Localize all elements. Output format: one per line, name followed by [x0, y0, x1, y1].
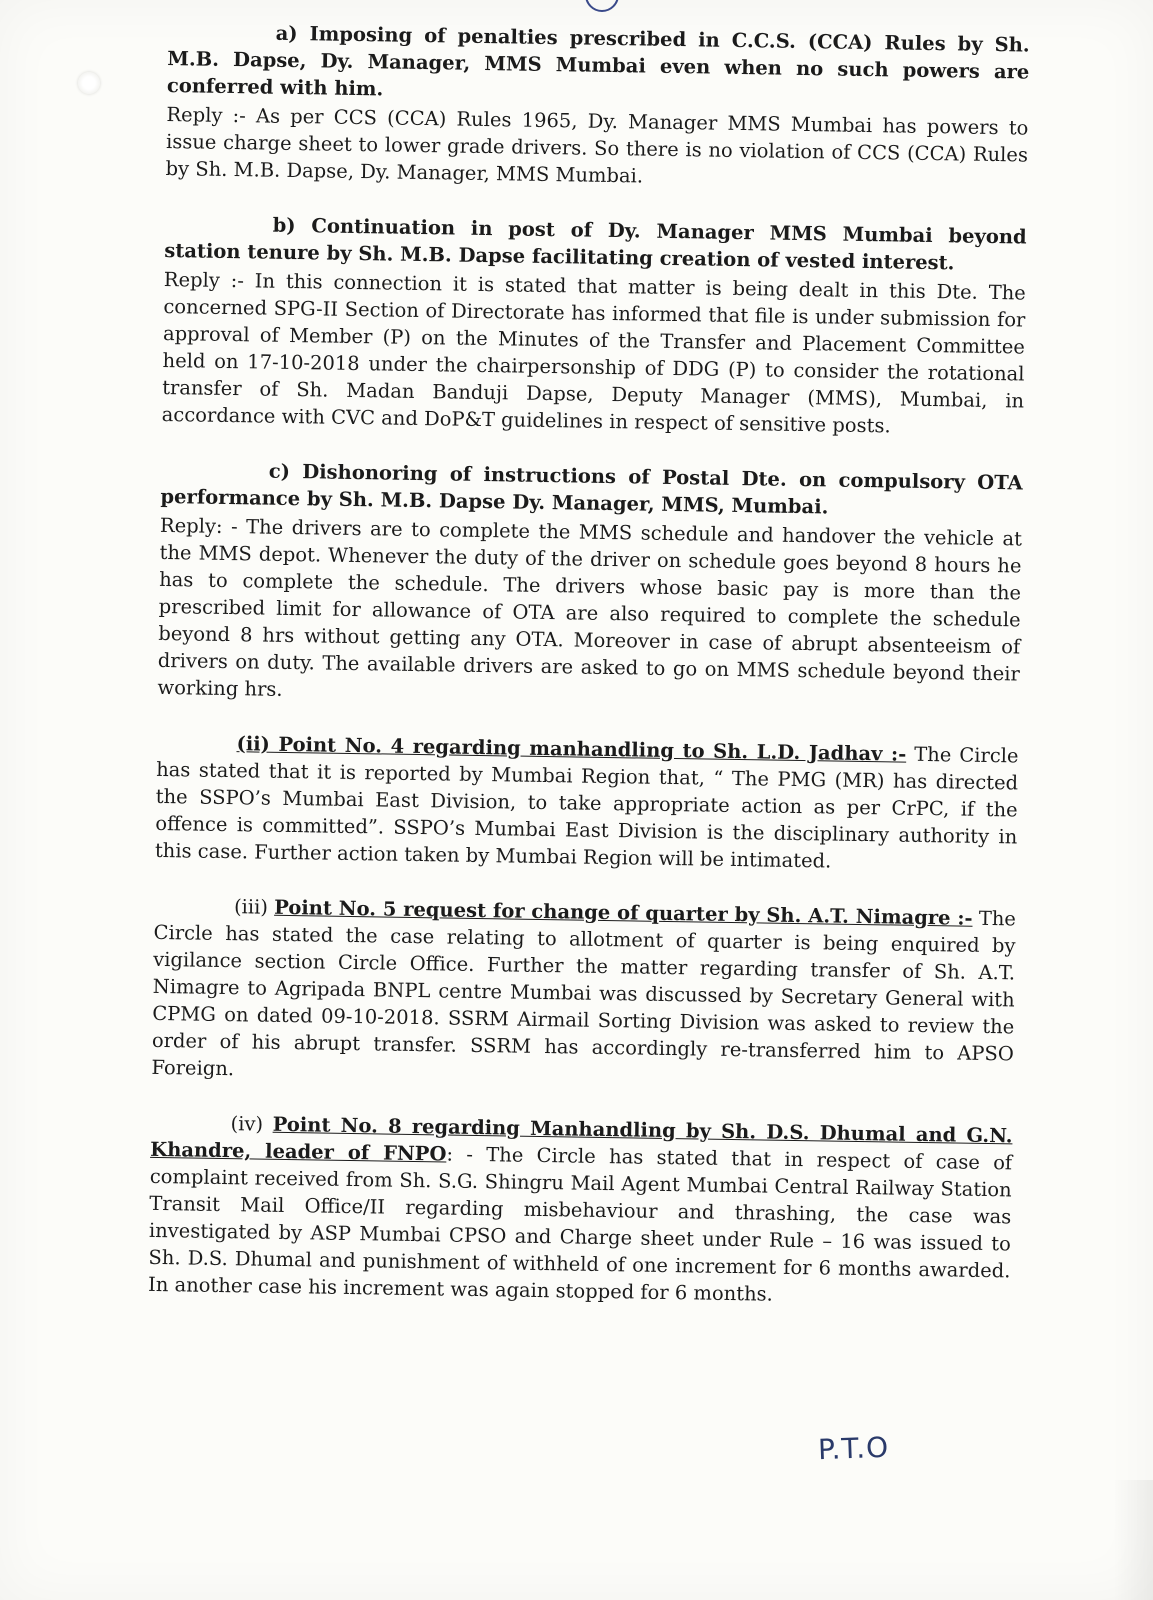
page-fold-shadow	[1113, 1480, 1153, 1600]
item-b-reply: Reply :- In this connection it is stated that matter is being dealt in this Dte. The concerned SPG-II Section of Directorate has informed that file is under submission for approval of Member (P) on the Minutes of the Transfer and Placement Committee held on 17-10-2018 under the chairpersonship of DDG (P) to consider the rotational transfer of Sh. Madan Banduji Dapse, Deputy Manager (MMS), Mumbai, in accordance with CVC and DoP&T guidelines in respect of sensitive posts.	[161, 267, 1026, 438]
point-iii	[151, 892, 1016, 1095]
item-c-heading: c) Dishonoring of instructions of Postal Dte. on compulsory OTA performance by Sh. M.B. Dapse Dy. Manager, MMS, Mumbai.	[160, 459, 1023, 519]
point-ii	[155, 729, 1019, 878]
item-c-reply: Reply: - The drivers are to complete the MMS schedule and handover the vehicle at the MMS depot. Whenever the duty of the driver on schedule goes beyond 8 hours he has to complete the schedule. The drivers whose basic pay is more than the prescribed limit for allowance of OTA are also required to complete the schedule beyond 8 hrs without getting any OTA. Moreover in case of abrupt absenteeism of drivers on duty. The available drivers are asked to go on MMS schedule beyond their working hrs.	[157, 513, 1023, 701]
punch-hole	[78, 72, 100, 94]
point-iv-text: : - The Circle has stated that in respect of case of complaint received from Sh. S.G. Shingru Mail Agent Mumbai Central Railway Station Transit Mail Office/II regarding misbehaviour and thrashing, the case was investigated by ASP Mumbai CPSO and Charge sheet under Rule – 16 was issued to Sh. D.S. Dhumal and punishment of withheld of one increment for 6 months awarded. In another case his increment was again stopped for 6 months.	[147, 1142, 1013, 1306]
point-ii-text: The Circle has stated that it is reported by Mumbai Region that, “ The PMG (MR) has directed the SSPO’s Mumbai East Division, to take appropriate action as per CrPC, if the offence is committed”. SSPO’s Mumbai East Division is the disciplinary authority in this case. Further action taken by Mumbai Region will be intimated.	[154, 742, 1019, 873]
point-iii-number: (iii)	[233, 895, 275, 919]
item-a-reply: Reply :- As per CCS (CCA) Rules 1965, Dy. Manager MMS Mumbai has powers to issue charge sheet to lower grade drivers. So there is no violation of CCS (CCA) Rules by Sh. M.B. Dapse, Dy. Manager, MMS Mumbai.	[165, 102, 1029, 188]
item-a-heading: a) Imposing of penalties prescribed in C.C.S. (CCA) Rules by Sh. M.B. Dapse, Dy. Manager, MMS Mumbai even when no such powers are conferred with him.	[166, 21, 1030, 101]
document-body	[148, 18, 1030, 1311]
point-ii-title: (ii) Point No. 4 regarding manhandling to Sh. L.D. Jadhav :-	[236, 732, 907, 766]
ink-mark	[585, 0, 619, 12]
point-iv-title: Point No. 8 regarding Manhandling by Sh. D.S. Dhumal and G.N. Khandre, leader of FNPO	[150, 1112, 1013, 1166]
point-iii-title: Point No. 5 request for change of quarter by Sh. A.T. Nimagre :-	[274, 895, 973, 930]
point-iv	[148, 1109, 1013, 1312]
point-iv-number: (iv)	[230, 1112, 273, 1136]
item-b-heading: b) Continuation in post of Dy. Manager MMS Mumbai beyond station tenure by Sh. M.B. Dapse facilitating creation of vested interest.	[164, 213, 1027, 275]
point-iii-text: The Circle has stated the case relating to allotment of quarter is being enquired by vigilance section Circle Office. Further the matter regarding transfer of Sh. A.T. Nimagre to Agripada BNPL centre Mumbai was discussed by Secretary General with CPMG on dated 09-10-2018. SSRM Airmail Sorting Division was asked to review the order of his abrupt transfer. SSRM has accordingly re-transferred him to APSO Foreign.	[151, 906, 1017, 1081]
handwritten-pto: P.T.O	[817, 1430, 890, 1467]
